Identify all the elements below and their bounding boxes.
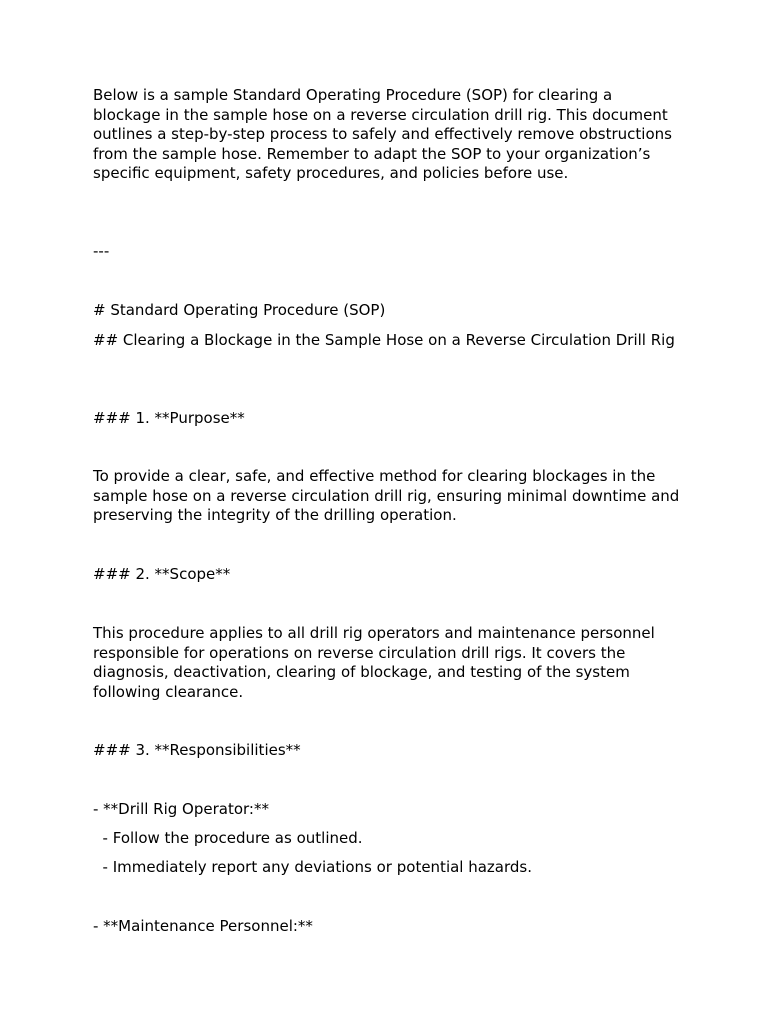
document-subtitle: ## Clearing a Blockage in the Sample Hose on a Reverse Circulation Drill Rig bbox=[93, 331, 675, 349]
separator-line: --- bbox=[93, 242, 110, 260]
document-title: # Standard Operating Procedure (SOP) bbox=[93, 301, 386, 319]
operator-subitem-2: - Immediately report any deviations or potential hazards. bbox=[93, 858, 533, 876]
maintenance-list-item: - **Maintenance Personnel:** bbox=[93, 917, 313, 935]
intro-paragraph: Below is a sample Standard Operating Procedure (SOP) for clearing a blockage in the sample hose on a reverse circulation drill rig. This document outlines a step-by-step process to safely and effectively remove obstructions from the sample hose. Remember to adapt the SOP to your organization’s specific equipment, safety procedures, and policies before use. bbox=[93, 86, 677, 183]
operator-subitem-1: - Follow the procedure as outlined. bbox=[93, 829, 363, 847]
purpose-body: To provide a clear, safe, and effective method for clearing blockages in the sample hose on a reverse circulation drill rig, ensuring minimal downtime and preserving the integrity of the drilling operation. bbox=[93, 467, 685, 525]
scope-body: This procedure applies to all drill rig operators and maintenance personnel responsible for operations on reverse circulation drill rigs. It covers the diagnosis, deactivation, clearing of blockage, and testing of the system following clearance. bbox=[93, 624, 660, 701]
purpose-heading: ### 1. **Purpose** bbox=[93, 409, 245, 427]
operator-list-item: - **Drill Rig Operator:** bbox=[93, 800, 269, 818]
scope-heading: ### 2. **Scope** bbox=[93, 565, 231, 583]
responsibilities-heading: ### 3. **Responsibilities** bbox=[93, 741, 301, 759]
